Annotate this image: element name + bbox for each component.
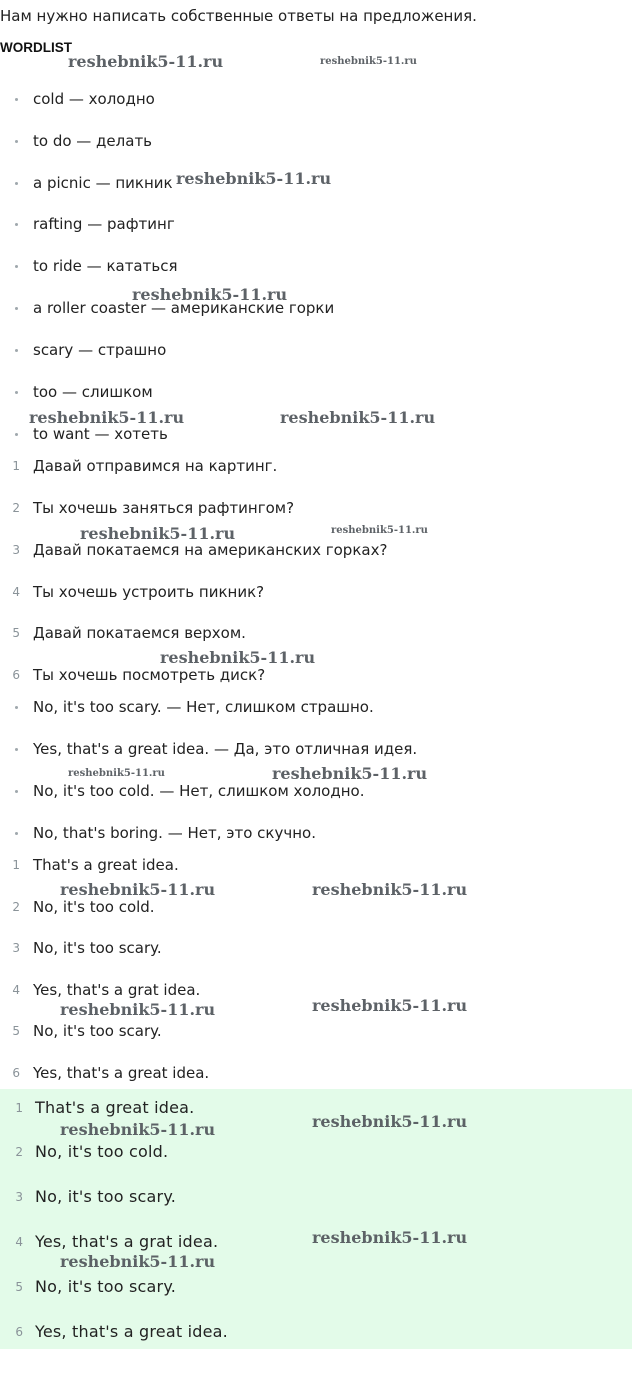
watermark: reshebnik5-11.ru	[160, 648, 316, 667]
bullet-icon	[15, 832, 18, 835]
bullet-icon	[15, 748, 18, 751]
bullet-icon	[15, 223, 18, 226]
bullet-icon	[15, 349, 18, 352]
watermark: reshebnik5-11.ru	[132, 285, 288, 304]
bullet-icon	[15, 182, 18, 185]
watermark: reshebnik5-11.ru	[80, 524, 236, 543]
watermark: reshebnik5-11.ru	[312, 1112, 468, 1131]
bullet-icon	[15, 391, 18, 394]
bullet-icon	[15, 307, 18, 310]
watermark: reshebnik5-11.ru	[60, 1252, 216, 1271]
watermark: reshebnik5-11.ru	[60, 1120, 216, 1139]
watermark: reshebnik5-11.ru	[68, 768, 165, 779]
watermark: reshebnik5-11.ru	[272, 764, 428, 783]
bullet-icon	[15, 98, 18, 101]
watermark: reshebnik5-11.ru	[176, 169, 332, 188]
watermark: reshebnik5-11.ru	[312, 1228, 468, 1247]
watermark: reshebnik5-11.ru	[312, 996, 468, 1015]
watermark: reshebnik5-11.ru	[320, 56, 417, 67]
watermark: reshebnik5-11.ru	[331, 525, 428, 536]
wordlist-title: WORDLIST	[0, 40, 72, 55]
watermark: reshebnik5-11.ru	[312, 880, 468, 899]
bullet-icon	[15, 790, 18, 793]
watermark: reshebnik5-11.ru	[280, 408, 436, 427]
bullet-icon	[15, 140, 18, 143]
intro-text: Нам нужно написать собственные ответы на предложения.	[0, 7, 477, 25]
bullet-icon	[15, 433, 18, 436]
highlighted-answers-block: 1 That's a great idea. 2 No, it's too cold. 3 No, it's too scary. 4 Yes, that's a grat idea. 5 No, it's too scary. 6 Yes, that's a great idea.	[0, 1089, 632, 1349]
watermark: reshebnik5-11.ru	[68, 52, 224, 71]
bullet-icon	[15, 265, 18, 268]
bullet-icon	[15, 706, 18, 709]
watermark: reshebnik5-11.ru	[29, 408, 185, 427]
watermark: reshebnik5-11.ru	[60, 1000, 216, 1019]
watermark: reshebnik5-11.ru	[60, 880, 216, 899]
